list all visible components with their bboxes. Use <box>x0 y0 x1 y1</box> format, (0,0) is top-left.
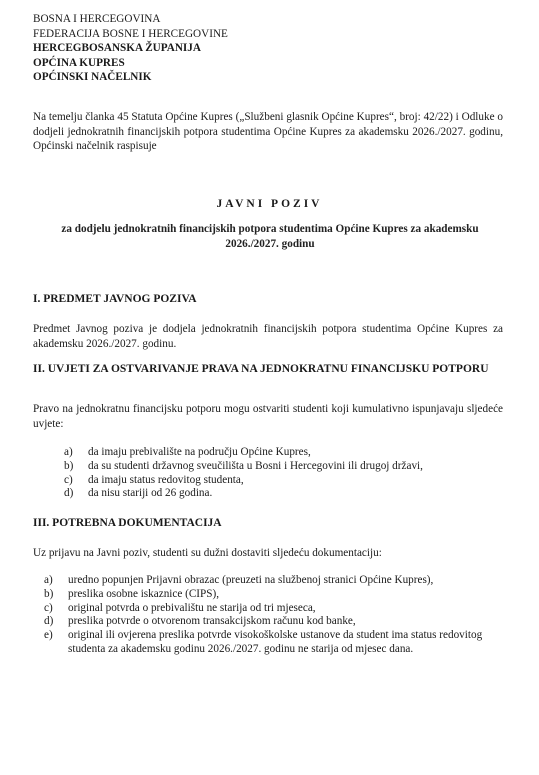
list-item-text: preslika potvrde o otvorenom transakcijskom računu kod banke, <box>68 615 356 628</box>
list-item-text: preslika osobne iskaznice (CIPS), <box>68 587 219 600</box>
list-item-text: original ili ovjerena preslika potvrde visokoškolske ustanove da student ima status redovitog studenta za akademsku godinu 2026./2027. godinu ne starija od mjesec dana. <box>68 629 483 655</box>
documents-list <box>44 574 484 657</box>
header-municipality: OPĆINA KUPRES <box>33 56 125 69</box>
issuer-header <box>33 12 228 85</box>
list-item <box>44 602 484 616</box>
list-marker: b) <box>44 587 54 600</box>
list-item-text: da su studenti državnog sveučilišta u Bosni i Hercegovini ili drugoj državi, <box>88 459 423 472</box>
section-2-heading: II. UVJETI ZA OSTVARIVANJE PRAVA NA JEDNOKRATNU FINANCIJSKU POTPORU <box>33 363 489 375</box>
list-marker: c) <box>44 601 53 614</box>
list-item-text: original potvrda o prebivalištu ne starija od tri mjeseca, <box>68 601 316 614</box>
header-county: HERCEGBOSANSKA ŽUPANIJA <box>33 42 201 54</box>
list-item <box>64 446 504 460</box>
section-1-text: Predmet Javnog poziva je dodjela jednokratnih financijskih potpora studentima Općine Kupres za akademsku 2026./2027. godinu. <box>33 323 503 350</box>
list-item <box>44 615 484 629</box>
list-marker: a) <box>64 446 73 458</box>
list-item-text: da nisu stariji od 26 godina. <box>88 487 213 500</box>
list-item-text: da imaju status redovitog studenta, <box>88 473 244 486</box>
section-1-heading: I. PREDMET JAVNOG POZIVA <box>33 293 197 305</box>
list-item-text: da imaju prebivalište na području Općine Kupres, <box>88 446 311 458</box>
list-item-text: uredno popunjen Prijavni obrazac (preuzeti na službenoj stranici Općine Kupres), <box>68 574 434 586</box>
list-item <box>44 588 484 602</box>
section-3-heading: III. POTREBNA DOKUMENTACIJA <box>33 517 222 529</box>
header-mayor: OPĆINSKI NAČELNIK <box>33 71 152 83</box>
section-3-text: Uz prijavu na Javni poziv, studenti su dužni dostaviti sljedeću dokumentaciju: <box>33 547 382 559</box>
list-marker: e) <box>44 629 53 642</box>
document-title: JAVNI POZIV <box>216 198 323 210</box>
header-federation: FEDERACIJA BOSNE I HERCEGOVINE <box>33 27 228 40</box>
list-item <box>64 487 504 501</box>
conditions-list <box>64 446 504 501</box>
list-marker: d) <box>64 487 74 500</box>
list-marker: c) <box>64 473 73 486</box>
list-marker: a) <box>44 574 53 586</box>
document-subtitle: za dodjelu jednokratnih financijskih potpora studentima Općine Kupres za akademsku 2026./2027. godinu <box>61 223 479 250</box>
list-item <box>64 474 504 488</box>
list-marker: b) <box>64 459 74 472</box>
list-item <box>64 460 504 474</box>
list-marker: d) <box>44 615 54 628</box>
list-item <box>44 574 484 588</box>
section-2-text: Pravo na jednokratnu financijsku potporu mogu ostvariti studenti koji kumulativno ispunjavaju sljedeće uvjete: <box>33 403 503 430</box>
header-country: BOSNA I HERCEGOVINA <box>33 13 161 25</box>
intro-paragraph: Na temelju članka 45 Statuta Općine Kupres („Službeni glasnik Općine Kupres“, broj: 42/22) i Odluke o dodjeli jednokratnih financijskih potpora studentima Općine Kupres za akademsku 2026./2027. godinu, Općinski načelnik raspisuje <box>33 111 503 152</box>
list-item <box>44 629 484 657</box>
